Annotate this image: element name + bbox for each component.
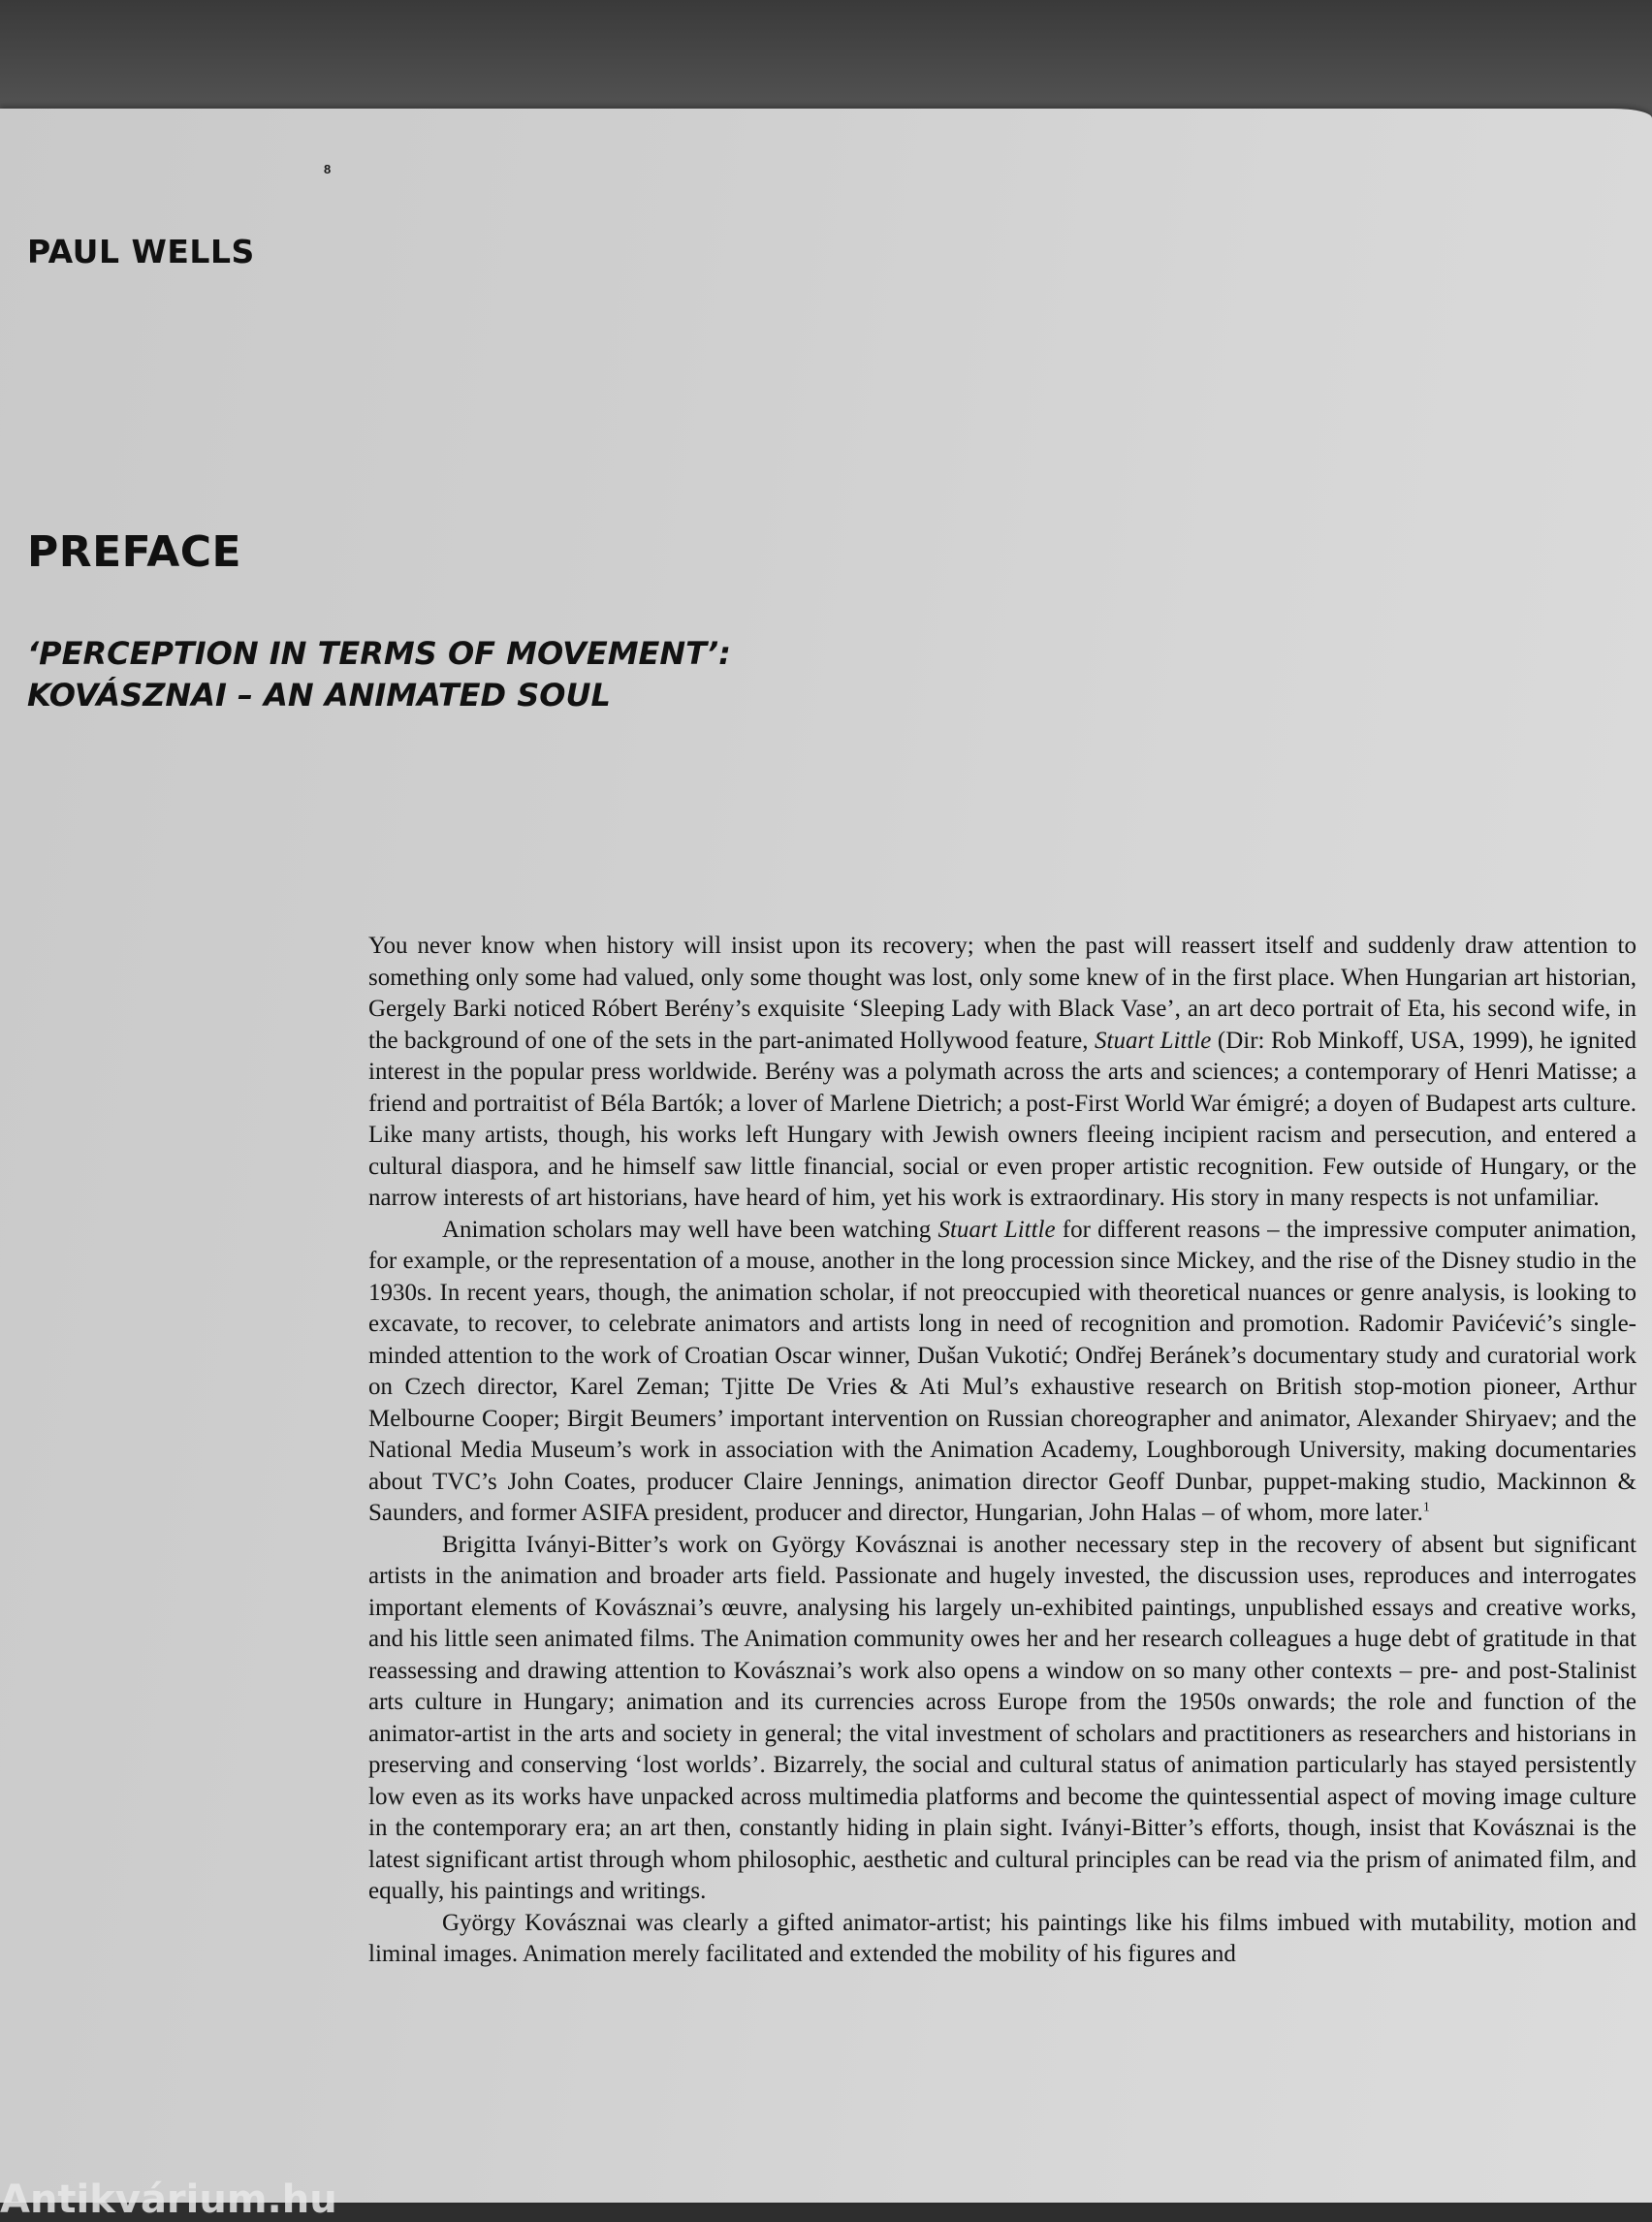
paragraph-2-text-c: for different reasons – the impressive computer animation, for example, or the representation of a mouse, another in the long procession since Mickey, and the rise of the Disney studio in the 1930s. In recent years, though, the animation scholar, if not preoccupied with theoretical nuances or genre analysis, is looking to excavate, to recover, to celebrate animators and artists long in need of recognition and promotion. Radomir Pavićević’s single-minded attention to the work of Croatian Oscar winner, Dušan Vukotić; Ondřej Beránek’s documentary study and curatorial work on Czech director, Karel Zeman; Tjitte De Vries & Ati Mul’s exhaustive research on British stop-motion pioneer, Arthur Melbourne Cooper; Birgit Beumers’ important intervention on Russian choreographer and animator, Alexander Shiryaev; and the National Media Museum’s work in association with the Animation Academy, Loughborough University, making documentaries about TVC’s John Coates, producer Claire Jennings, animation director Geoff Dunbar, puppet-making studio, Mackinnon & Saunders, and former ASIFA president, producer and director, Hungarian, John Halas – of whom, more later. [368,1216,1636,1526]
page-number: 8 [324,162,332,176]
body-text [368,931,1636,1971]
paragraph-2-text-a: Animation scholars may well have been watching [442,1216,938,1243]
subtitle-line-1: ‘PERCEPTION IN TERMS OF MOVEMENT’: [27,635,731,672]
subtitle-line-2: KOVÁSZNAI – AN ANIMATED SOUL [27,677,611,714]
paragraph-1-text-a: You never know when history will insist upon its recovery; when the past will reassert itself and suddenly draw attention to something only some had valued, only some thought was lost, only some knew of in the first place. When Hungarian art historian, Gergely Barki noticed Róbert Berény’s exquisite ‘Sleeping Lady with Black Vase’, an art deco portrait of Eta, his second wife, in the background of one of the sets in the part-animated Hollywood feature, [368,933,1636,1054]
film-title-italic: Stuart Little [1095,1027,1212,1054]
film-title-italic: Stuart Little [937,1216,1056,1243]
paragraph-1 [368,931,1636,1215]
chapter-subtitle [27,633,731,716]
paragraph-3: Brigitta Iványi-Bitter’s work on György Kovásznai is another necessary step in the recovery of absent but significant artists in the animation and broader arts field. Passionate and hugely invested, the discussion uses, reproduces and interrogates important elements of Kovásznai’s œuvre, analysing his largely un-exhibited paintings, unpublished essays and creative works, and his little seen animated films. The Animation community owes her and her research colleagues a huge debt of gratitude in that reassessing and drawing attention to Kovásznai’s work also opens a window on so many other contexts – pre- and post-Stalinist arts culture in Hungary; animation and its currencies across Europe from the 1950s onwards; the role and function of the animator-artist in the arts and society in general; the vital investment of scholars and practitioners as researchers and historians in preserving and conserving ‘lost worlds’. Bizarrely, the social and cultural status of animation particularly has stayed persistently low even as its works have unpacked across multimedia platforms and become the quintessential aspect of moving image culture in the contemporary era; an art then, constantly hiding in plain sight. Iványi-Bitter’s efforts, though, insist that Kovásznai is the latest significant artist through whom philosophic, aesthetic and cultural principles can be read via the prism of animated film, and equally, his paintings and writings. [368,1531,1636,1904]
footnote-marker: 1 [1422,1500,1430,1515]
author-name: PAUL WELLS [27,233,255,270]
paragraph-1-text-c: (Dir: Rob Minkoff, USA, 1999), he ignited interest in the popular press worldwide. Berény was a polymath across the arts and sciences; a contemporary of Henri Matisse; a friend and portraitist of Béla Bartók; a lover of Marlene Dietrich; a post-First World War émigré; a doyen of Budapest arts culture. Like many artists, though, his works left Hungary with Jewish owners fleeing incipient racism and persecution, and entered a cultural diaspora, and he himself saw little financial, social or even proper artistic recognition. Few outside of Hungary, or the narrow interests of art historians, have heard of him, yet his work is extraordinary. His story in many respects is not unfamiliar. [368,1027,1637,1211]
watermark: Antikvárium.hu [0,2177,337,2222]
paragraph-4: György Kovásznai was clearly a gifted animator-artist; his paintings like his films imbued with mutability, motion and liminal images. Animation merely facilitated and extended the mobility of his figures and [368,1909,1636,1967]
paragraph-2 [368,1215,1636,1530]
section-title: PREFACE [27,527,242,577]
backdrop [0,0,1652,126]
